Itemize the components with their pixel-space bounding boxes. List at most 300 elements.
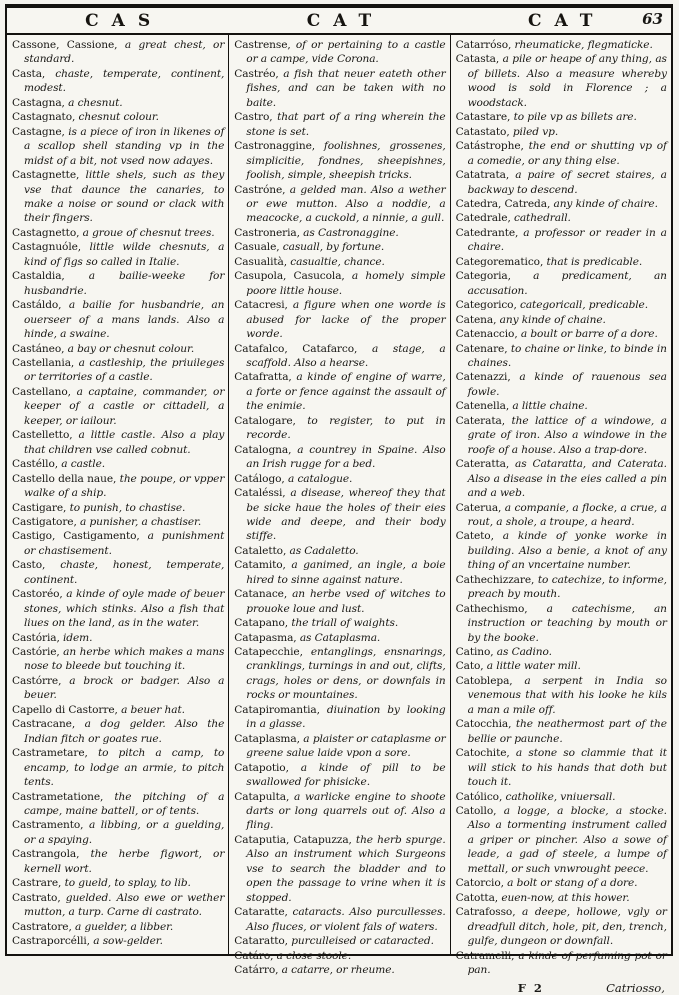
dictionary-entry [12, 645, 224, 674]
entry-headword: Castigatore, [12, 515, 77, 528]
entry-definition: the lattice of a windowe, a grate of iron. Also a windowe in the roofe of a house. Also a trap-dore. [467, 414, 667, 456]
entry-headword: Castróne, [234, 183, 286, 196]
entry-definition: is a piece of iron in likenes of a scallop shell standing vp in the midst of a bit, not vsed now adayes. [24, 125, 225, 167]
column-1-entries [12, 38, 224, 949]
entry-headword: Catedrale, [455, 212, 511, 225]
dictionary-entry [12, 298, 224, 341]
entry-headword: Castrare, [12, 877, 62, 890]
entry-definition: foolishnes, grossenes, simplicitie, fondnes, sheepishnes, foolish, simple, sheepish tricks. [246, 140, 446, 182]
entry-definition: to pile vp as billets are. [510, 111, 637, 124]
entry-headword: Catafratta, [234, 371, 292, 384]
entry-definition: a punisher, a chastiser. [76, 515, 202, 528]
entry-definition: chesnut colour. [75, 111, 159, 124]
running-head-left: CAS [85, 10, 164, 31]
entry-headword: Castórie, [12, 646, 60, 659]
entry-definition: a captaine, commander, or keeper of a castle or cittadell, a keeper, or iailour. [24, 385, 225, 427]
entry-definition: that is predicable. [543, 255, 643, 268]
dictionary-entry [234, 255, 445, 269]
entry-headword: Castréo, [234, 67, 279, 80]
entry-headword: Castagna, [12, 96, 65, 109]
entry-definition: a close stoole. [273, 949, 352, 962]
dictionary-entry [456, 414, 667, 457]
entry-headword: Castéllo, [12, 458, 59, 471]
dictionary-entry [12, 240, 224, 269]
entry-headword: Catárro, [234, 964, 279, 976]
dictionary-entry [12, 558, 224, 587]
dictionary-entry [234, 732, 445, 761]
entry-definition: a beuer hat. [117, 703, 185, 716]
entry-definition: a punishment or chastisement. [24, 530, 225, 557]
dictionary-entry [234, 631, 445, 645]
entry-definition: a homely simple poore little house. [246, 270, 446, 297]
dictionary-entry [234, 139, 445, 182]
entry-headword: Casto, [12, 559, 46, 572]
dictionary-entry [456, 226, 667, 255]
dictionary-entry [12, 631, 224, 645]
entry-definition: a fish that neuer eateth other fishes, and can be taken with no baite. [246, 67, 446, 109]
dictionary-entry [12, 847, 224, 876]
entry-headword: Católico, [455, 790, 503, 803]
entry-definition: a little water mill. [483, 660, 581, 673]
entry-headword: Catorcio, [455, 877, 504, 890]
entry-headword: Castórre, [12, 674, 62, 687]
entry-headword: Castoréo, [12, 588, 63, 601]
entry-headword: Catapotio, [234, 761, 289, 774]
dictionary-entry [456, 602, 667, 645]
entry-headword: Catapano, [234, 617, 289, 630]
entry-definition: categoricall, predicable. [516, 299, 648, 312]
entry-headword: Castraporcélli, [12, 935, 90, 948]
entry-definition: a disease, whereof they that be sicke haue the holes of their eies wide and deepe, and their body stiffe. [246, 487, 446, 543]
entry-headword: Catollo, [455, 805, 497, 818]
dictionary-entry [12, 920, 224, 934]
dictionary-entry [456, 746, 667, 789]
entry-headword: Castáldo, [12, 299, 62, 312]
dictionary-entry [12, 515, 224, 529]
entry-headword: Castigo, Castigamento, [12, 530, 140, 543]
entry-headword: Catenaccio, [455, 328, 518, 341]
entry-definition: any kinde of chaine. [496, 313, 606, 326]
entry-headword: Catedra, Catreda, [455, 197, 551, 210]
entry-definition: a kinde of engine of warre, a forte or fence against the assault of the enimie. [246, 371, 446, 413]
entry-definition: a catechisme, an instruction or teaching by mouth or by the booke. [467, 602, 667, 644]
dictionary-entry [456, 790, 667, 804]
dictionary-entry [234, 226, 445, 240]
entry-headword: Catáro, [234, 949, 274, 962]
entry-definition: a bolt or stang of a dore. [503, 877, 638, 890]
dictionary-entry [456, 891, 667, 905]
entry-headword: Casuale, [234, 241, 280, 254]
dictionary-entry [12, 38, 224, 67]
entry-definition: the neathermost part of the bellie or paunche. [467, 718, 667, 745]
entry-definition: a stage, a scaffold. Also a hearse. [246, 342, 446, 369]
entry-headword: Castagnette, [12, 169, 80, 182]
entry-headword: Catena, [455, 313, 497, 326]
entry-headword: Cato, [455, 660, 484, 673]
dictionary-entry [456, 370, 667, 399]
entry-headword: Catálogo, [234, 472, 285, 485]
entry-definition: a pile or heape of any thing, as of billets. Also a measure whereby wood is sold in Florence ; a woodstack. [467, 53, 667, 109]
dictionary-entry [456, 342, 667, 371]
entry-definition: a serpent in India so venemous that with his looke he kils a man a mile off. [467, 674, 667, 716]
dictionary-entry [234, 414, 445, 443]
dictionary-entry [12, 226, 224, 240]
entry-definition: a groue of chesnut trees. [79, 226, 215, 239]
dictionary-entry [456, 52, 667, 110]
entry-definition: to punish, to chastise. [66, 501, 186, 514]
dictionary-entry [234, 949, 445, 963]
entry-headword: Castória, [12, 631, 60, 644]
dictionary-entry [456, 876, 667, 890]
entry-definition: rheumaticke, flegmaticke. [511, 39, 653, 51]
entry-headword: Castro, [234, 111, 273, 124]
column-2 [228, 35, 449, 976]
entry-definition: as Cataratta, and Caterata. Also a disease in the eies called a pin and a web. [467, 458, 667, 500]
entry-definition: a warlicke engine to shoote darts or long quarrels out of. Also a fling. [246, 790, 446, 832]
dictionary-entry [12, 96, 224, 110]
entry-headword: Castagnato, [12, 111, 76, 124]
entry-headword: Castratore, [12, 920, 72, 933]
entry-headword: Caterata, [455, 414, 505, 427]
entry-headword: Catalogare, [234, 414, 296, 427]
dictionary-entry [12, 501, 224, 515]
entry-headword: Catasta, [455, 53, 500, 66]
entry-headword: Catapiromantia, [234, 703, 320, 716]
entry-definition: a companie, a flocke, a crue, a rout, a shole, a troupe, a heard. [467, 501, 667, 528]
entry-headword: Catacresi, [234, 299, 288, 312]
dictionary-entry [234, 472, 445, 486]
entry-headword: Catanace, [234, 588, 288, 601]
dictionary-entry [234, 67, 445, 110]
entry-definition: any kinde of chaire. [550, 197, 658, 210]
dictionary-entry [12, 125, 224, 168]
dictionary-entry [12, 342, 224, 356]
entry-headword: Casualità, [234, 255, 288, 268]
entry-definition: as Castronaggine. [299, 226, 399, 239]
entry-definition: a guelder, a libber. [71, 920, 174, 933]
page-number: 63 [642, 10, 663, 28]
dictionary-entry [12, 746, 224, 789]
dictionary-entry [12, 457, 224, 471]
entry-headword: Catino, [455, 646, 494, 659]
entry-headword: Cataratte, [234, 906, 288, 919]
entry-definition: entanglings, ensnarings, cranklings, turnings in and out, clifts, crags, holes or dens, or downfals in rocks or mountaines. [246, 646, 446, 702]
entry-headword: Castellano, [12, 385, 71, 398]
dictionary-entry [234, 544, 445, 558]
dictionary-entry [456, 168, 667, 197]
dictionary-entry [234, 645, 445, 703]
dictionary-entry [12, 356, 224, 385]
entry-headword: Catarróso, [455, 39, 512, 51]
dictionary-entry [456, 457, 667, 500]
entry-definition: piled vp. [509, 125, 559, 138]
entry-definition: a stone so clammie that it will stick to his hands that doth but touch it. [467, 747, 667, 789]
entry-definition: the triall of waights. [288, 617, 399, 630]
entry-headword: Catástrophe, [455, 140, 524, 153]
entry-definition: the pitching of a campe, maine battell, or of tents. [24, 790, 225, 818]
entry-definition: euen-now, at this hower. [498, 891, 630, 904]
entry-headword: Categorico, [455, 299, 517, 312]
entry-headword: Catocchia, [455, 718, 512, 731]
entry-definition: to catechize, to informe, preach by mouth. [467, 573, 667, 601]
entry-headword: Catochite, [455, 747, 510, 760]
dictionary-entry [456, 717, 667, 746]
entry-headword: Castellania, [12, 356, 75, 369]
entry-definition: a kinde of yonke worke in building. Also a benie, a knot of any thing of an vncertaine number. [467, 530, 667, 572]
entry-headword: Castrense, [234, 39, 291, 51]
dictionary-entry [234, 833, 445, 905]
dictionary-entry [234, 269, 445, 298]
entry-headword: Catapulta, [234, 790, 290, 803]
dictionary-entry [456, 125, 667, 139]
dictionary-entry [234, 370, 445, 413]
dictionary-entry [456, 529, 667, 572]
entry-headword: Catafalco, Catafarco, [234, 342, 358, 355]
dictionary-entry [456, 949, 667, 978]
dictionary-entry [234, 240, 445, 254]
entry-definition: a little chaine. [509, 400, 588, 413]
entry-headword: Catatrata, [455, 169, 510, 182]
entry-headword: Catotta, [455, 891, 499, 904]
entry-definition: as Cadaletto. [286, 544, 359, 557]
entry-headword: Castello della naue, [12, 472, 117, 485]
entry-headword: Castrangola, [12, 848, 80, 861]
entry-definition: a great chest, or standard. [24, 39, 225, 66]
entry-definition: to gueld, to splay, to lib. [61, 877, 191, 890]
entry-definition: diuination by looking in a glasse. [246, 703, 446, 731]
dictionary-entry [234, 934, 445, 948]
entry-definition: a professor or reader in a chaire. [467, 226, 667, 254]
dictionary-entry [456, 298, 667, 312]
entry-definition: chaste, temperate, continent, modest. [24, 67, 225, 95]
entry-definition: a deepe, hollowe, vgly or dreadfull ditch, hole, pit, den, trench, gulfe, dungeon or downfall. [467, 906, 667, 948]
dictionary-entry [234, 790, 445, 833]
entry-headword: Catastato, [455, 125, 510, 138]
entry-definition: to pitch a camp, to encamp, to lodge an armie, to pitch tents. [24, 747, 225, 789]
entry-headword: Catamito, [234, 559, 286, 572]
dictionary-entry [234, 183, 445, 226]
entry-definition: the herbe figwort, or kernell wort. [24, 848, 225, 875]
entry-definition: to chaine or linke, to binde in chaines. [467, 342, 667, 369]
entry-headword: Castagnetto, [12, 226, 80, 239]
dictionary-entry [12, 428, 224, 457]
entry-definition: idem. [59, 631, 93, 644]
entry-headword: Catramelli, [455, 949, 515, 962]
entry-definition: casuall, by fortune. [279, 241, 385, 254]
entry-headword: Castrametare, [12, 747, 88, 760]
dictionary-entry [12, 472, 224, 501]
dictionary-entry [456, 501, 667, 530]
dictionary-entry [456, 197, 667, 211]
entry-headword: Casta, [12, 67, 46, 80]
entry-headword: Catrafosso, [455, 906, 516, 919]
dictionary-entry [12, 818, 224, 847]
column-2-entries [234, 38, 445, 977]
dictionary-entry [234, 342, 445, 371]
dictionary-entry [12, 385, 224, 428]
dictionary-entry [12, 703, 224, 717]
entry-headword: Catenazzi, [455, 371, 511, 384]
entry-definition: a kinde of perfuming pot or pan. [467, 949, 667, 976]
entry-definition: as Cadino. [493, 646, 552, 659]
entry-headword: Castaldia, [12, 270, 65, 283]
entry-headword: Castigare, [12, 501, 67, 514]
entry-definition: a paire of secret staires, a backway to descend. [467, 169, 667, 196]
dictionary-entry [12, 891, 224, 920]
entry-definition: a kinde of rauenous sea fowle. [467, 371, 667, 398]
entry-definition: a countrey in Spaine. Also an Irish rugge for a bed. [246, 443, 446, 471]
entry-definition: the end or shutting vp of a comedie, or any thing else. [467, 140, 667, 167]
entry-definition: a brock or badger. Also a beuer. [24, 674, 225, 702]
entry-headword: Cataplasma, [234, 732, 300, 745]
entry-headword: Castronaggine, [234, 140, 316, 153]
dictionary-entry [456, 38, 667, 52]
entry-headword: Catastare, [455, 111, 511, 124]
entry-headword: Catapasma, [234, 631, 297, 644]
entry-definition: a catarre, or rheume. [278, 964, 395, 976]
entry-definition: casualtie, chance. [287, 255, 385, 268]
entry-headword: Caterua, [455, 501, 502, 514]
dictionary-entry [456, 269, 667, 298]
entry-headword: Cassone, Cassione, [12, 39, 118, 51]
entry-headword: Catedrante, [455, 226, 519, 239]
dictionary-entry [12, 790, 224, 819]
entry-definition: a little castle. Also a play that children vse called cobnut. [24, 429, 225, 456]
entry-headword: Cataputia, Catapuzza, [234, 833, 352, 846]
dictionary-entry [456, 804, 667, 876]
entry-definition: a castle. [58, 458, 106, 471]
dictionary-entry [456, 139, 667, 168]
catchword: Catriosso, [606, 981, 665, 995]
entry-headword: Castelletto, [12, 429, 73, 442]
entry-definition: an herbe which makes a mans nose to bleede but touching it. [24, 646, 225, 673]
page-footer [456, 981, 667, 995]
entry-headword: Castroneria, [234, 226, 300, 239]
entry-definition: an herbe vsed of witches to prouoke loue and lust. [246, 588, 446, 615]
dictionary-entry [456, 659, 667, 673]
entry-definition: a plaister or cataplasme or greene salue laide vpon a sore. [246, 732, 446, 760]
entry-definition: a kinde of pill to be swallowed for phisicke. [246, 761, 446, 789]
entry-definition: catholike, vniuersall. [502, 790, 616, 803]
entry-headword: Cataratto, [234, 935, 288, 948]
column-3-entries [456, 38, 667, 977]
entry-headword: Castagnuóle, [12, 241, 82, 254]
entry-definition: guelded. Also ewe or wether mutton, a turp. Carne di castrato. [24, 891, 225, 919]
entry-definition: purculleised or cataracted. [287, 935, 434, 948]
dictionary-entry [234, 110, 445, 139]
dictionary-entry [12, 876, 224, 890]
entry-headword: Castrametatione, [12, 790, 104, 803]
entry-definition: the poupe, or vpper walke of a ship. [24, 472, 225, 500]
entry-definition: a gelded man. Also a wether or ewe mutton. Also a noddie, a meacocke, a cuckold, a ninnie, a gull. [246, 183, 446, 225]
dictionary-entry [12, 67, 224, 96]
dictionary-entry [456, 327, 667, 341]
entry-headword: Castrato, [12, 891, 61, 904]
entry-headword: Catenella, [455, 400, 510, 413]
entry-definition: to register, to put in recorde. [246, 414, 446, 442]
entry-headword: Casupola, Casucola, [234, 270, 345, 283]
entry-definition: a catalogue. [284, 472, 353, 485]
gathering-signature: F 2 [517, 981, 544, 995]
entry-definition: little wilde chesnuts, a kind of figs so called in Italie. [24, 241, 225, 268]
entry-headword: Capello di Castorre, [12, 703, 118, 716]
dictionary-entry [456, 645, 667, 659]
dictionary-entry [234, 587, 445, 616]
entry-definition: a figure when one worde is abused for lacke of the proper worde. [246, 299, 446, 341]
dictionary-entry [234, 761, 445, 790]
entry-definition: cathedrall. [510, 212, 571, 225]
dictionary-entry [12, 168, 224, 226]
dictionary-entry [234, 616, 445, 630]
dictionary-page [5, 4, 673, 995]
entry-definition: of or pertaining to a castle or a campe, vide Corona. [246, 39, 446, 66]
entry-headword: Cateratta, [455, 458, 510, 471]
entry-definition: a chesnut. [64, 96, 123, 109]
dictionary-entry [234, 443, 445, 472]
dictionary-entry [456, 110, 667, 124]
dictionary-entry [234, 703, 445, 732]
dictionary-entry [456, 573, 667, 602]
entry-headword: Catenare, [455, 342, 508, 355]
entry-definition: a boult or barre of a dore. [517, 328, 658, 341]
entry-definition: the herb spurge. Also an instrument which Surgeons vse to search the bladder and to open the passage to vrine when it is stopped. [246, 833, 446, 904]
entry-headword: Castracane, [12, 718, 76, 731]
dictionary-entry [12, 674, 224, 703]
entry-headword: Castáneo, [12, 342, 65, 355]
entry-definition: a logge, a blocke, a stocke. Also a tormenting instrument called a griper or pincher. Also a sowe of leade, a gad of steele, a lumpe of mettall, or such vnwrought peece. [467, 805, 667, 875]
entry-headword: Cathechismo, [455, 602, 528, 615]
entry-headword: Catoblepa, [455, 674, 513, 687]
entry-headword: Catapecchie, [234, 646, 303, 659]
dictionary-entry [456, 313, 667, 327]
dictionary-entry [234, 298, 445, 341]
dictionary-entry [12, 529, 224, 558]
dictionary-entry [456, 399, 667, 413]
entry-definition: a bay or chesnut colour. [64, 342, 195, 355]
running-head [7, 8, 671, 35]
dictionary-entry [12, 717, 224, 746]
entry-definition: a bailie for husbandrie, an ouerseer of a mans lands. Also a hinde, a swaine. [24, 299, 225, 341]
text-columns [7, 35, 671, 995]
dictionary-entry [234, 486, 445, 544]
dictionary-entry [234, 905, 445, 934]
dictionary-entry [456, 211, 667, 225]
dictionary-entry [234, 963, 445, 977]
entry-definition: a ganimed, an ingle, a boie hired to sinne against nature. [246, 559, 446, 586]
entry-definition: a predicament, an accusation. [467, 270, 667, 297]
entry-headword: Castramento, [12, 819, 84, 832]
running-head-center: CAT [306, 10, 385, 31]
dictionary-entry [12, 934, 224, 948]
entry-headword: Castagne, [12, 125, 65, 138]
entry-headword: Cathechizzare, [455, 573, 535, 586]
entry-definition: as Cataplasma. [296, 631, 381, 644]
entry-definition: a sow-gelder. [89, 935, 163, 948]
entry-definition: a castleship, the priuileges or territories of a castle. [24, 356, 225, 384]
column-3 [450, 35, 671, 995]
entry-definition: a kinde of oyle made of beuer stones, which stinks. Also a fish that liues on the land, as in the water. [24, 588, 225, 630]
entry-headword: Categoria, [455, 270, 511, 283]
column-1 [7, 35, 228, 954]
entry-headword: Categorematico, [455, 255, 544, 268]
entry-definition: a bailie-weeke for husbandrie. [24, 270, 225, 297]
dictionary-entry [12, 269, 224, 298]
entry-definition: a dog gelder. Also the Indian fitch or goates rue. [24, 718, 225, 745]
running-head-right: CAT [528, 10, 606, 31]
entry-definition: cataracts. Also purcullesses. Also fluces, or violent fals of waters. [246, 906, 446, 933]
entry-headword: Cataléssi, [234, 487, 286, 500]
dictionary-entry [234, 38, 445, 67]
